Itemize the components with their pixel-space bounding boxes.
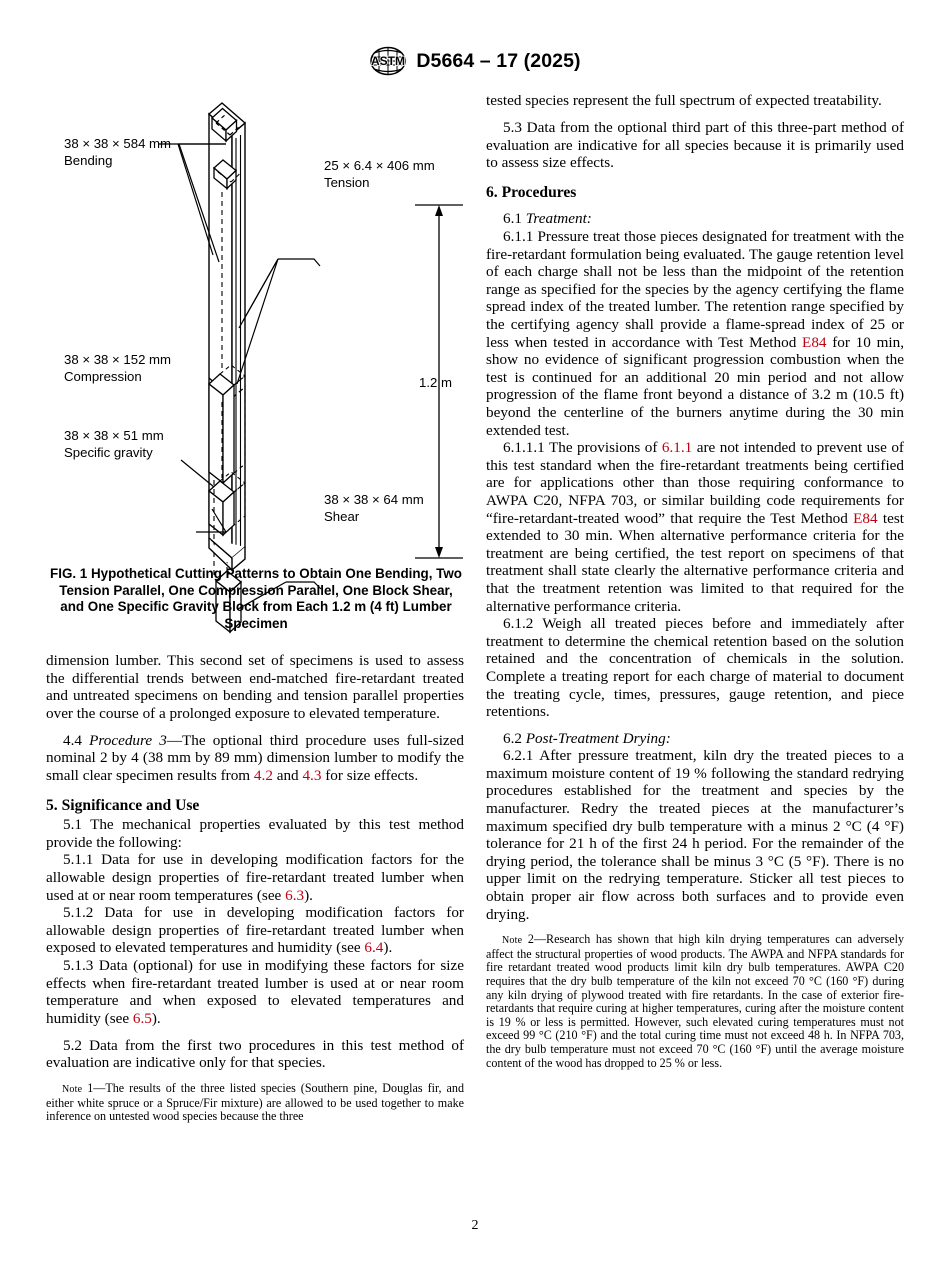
note-1-continued: tested species represent the full spectrum of expected treatability. bbox=[486, 92, 882, 109]
label-shear-name: Shear bbox=[324, 509, 360, 524]
label-compression-dimension: 38 × 38 × 152 mm bbox=[64, 352, 172, 367]
xref-e84-first[interactable]: E84 bbox=[802, 333, 827, 351]
xref-6-3[interactable]: 6.3 bbox=[285, 886, 305, 904]
xref-6-4[interactable]: 6.4 bbox=[364, 939, 384, 957]
paragraph-4-3-continued: dimension lumber. This second set of specimens is used to assess the differential trends between end-matched fire-retardant treated and untreated specimens on bending and tension parallel properties over the course of a prolonged exposure to elevated temperature. bbox=[46, 652, 464, 722]
paragraph-4-4 bbox=[46, 732, 464, 785]
paragraph-6-1-1-1 bbox=[486, 439, 904, 615]
label-overall-length: 1.2 m bbox=[419, 375, 452, 390]
paragraph-6-2-1: 6.2.1 After pressure treatment, kiln dry the treated pieces to a maximum moisture content of 19 % following the standard redrying procedures established for the treatment and species by the manufacturer. Redry the treated pieces at the manufacturer’s maximum specified dry bulb temperature with a minus 2 °C (4 °F) tolerance for 21 h of the first 24 h period. For the remainder of the drying period, the tolerance shall be minus 3 °C (5 °F). There is no upper limit on the redrying temperature. Sticker all test pieces to obtain proper air flow across both surfaces and to provide even drying. bbox=[486, 747, 904, 923]
label-compression-name: Compression bbox=[64, 369, 142, 384]
paragraph-5-1-1-text-a: 5.1.1 Data for use in developing modification factors for the allowable design properties of fire-retardant treated lumber when used at or near room temperatures (see bbox=[46, 851, 464, 904]
xref-4-3[interactable]: 4.3 bbox=[302, 767, 322, 785]
figure-1-drawing bbox=[46, 92, 466, 640]
note-2-text: —Research has shown that high kiln drying temperatures can adversely affect the structural properties of wood products. The AWPA and NFPA standards for fire retardant treated wood products limit kiln dry bulb temperatures. AWPA C20 requires that the dry bulb temperature of the kiln not exceed 70 °C (160 °F) during any kiln drying of plywood treated with fire retardants. In the case of exterior fire-retardants that require curing at higher temperatures, curing after the moisture content is 19 % or less is permitted. However, such elevated curing temperatures must not exceed 99 °C (210 °F) and the total curing time must not exceed 48 h. In NFPA 703, the dry bulb temperature must not exceed 70 °C (160 °F) until the average moisture content of the wood has dropped to 25 % or less. bbox=[486, 932, 905, 1070]
note-1-label: Note bbox=[62, 1084, 83, 1096]
paragraph-5-1: 5.1 The mechanical properties evaluated by this test method provide the following: bbox=[46, 816, 464, 851]
clause-number-6-1: 6.1 bbox=[503, 210, 522, 228]
label-bending-name: Bending bbox=[64, 153, 113, 168]
svg-text:ASTM: ASTM bbox=[371, 54, 406, 68]
standard-designation: D5664 – 17 (2025) bbox=[416, 49, 581, 72]
clause-number-4-4: 4.4 bbox=[63, 731, 82, 749]
note-2-number: 2 bbox=[522, 932, 534, 947]
clause-number-6-2: 6.2 bbox=[503, 729, 522, 747]
paragraph-5-1-3-text-a: 5.1.3 Data (optional) for use in modifying these factors for size effects when fire-retardant treated lumber is used at or near room temperature and when exposed to elevated temperatures and humidity (see bbox=[46, 957, 464, 1027]
paragraph-5-1-1-text-b: ). bbox=[304, 886, 313, 904]
paragraph-5-1-3-text-b: ). bbox=[151, 1009, 161, 1027]
paragraph-5-1-1 bbox=[46, 851, 464, 904]
xref-6-1-1[interactable]: 6.1.1 bbox=[661, 439, 693, 457]
paragraph-6-1 bbox=[486, 210, 904, 228]
paragraph-5-2: 5.2 Data from the first two procedures in this test method of evaluation are indicative only for that species. bbox=[46, 1036, 464, 1072]
paragraph-6-1-1-1-text-b: are not intended to prevent use of this test standard when the fire-retardant treatments being certified are for applications other than those requiring conformance to AWPA C20, NFPA 703, or similar building code requirements for “fire-retardant-treated wood” that require the Test Method bbox=[486, 439, 904, 527]
paragraph-5-1-2-text-b: ). bbox=[383, 939, 393, 957]
paragraph-6-2 bbox=[486, 730, 904, 748]
paragraph-5-1-2-text-a: 5.1.2 Data for use in developing modification factors for allowable design properties of fire-retardant treated lumber when exposed to elevated temperatures and humidity (see bbox=[46, 904, 464, 957]
figure-caption: FIG. 1 Hypothetical Cutting Patterns to Obtain One Bending, Two Tension Parallel, One Compression Parallel, One Block Shear, and One Specific Gravity Block from Each 1.2 m (4 ft) Lumber Specimen bbox=[50, 566, 462, 631]
clause-title-treatment: Treatment: bbox=[525, 210, 592, 228]
label-specific-gravity-dimension: 38 × 38 × 51 mm bbox=[64, 428, 164, 443]
note-1-text: —The results of the three listed species (Southern pine, Douglas fir, and either white spruce or a Spruce/Fir mixture) are allowed to be used together to make inference on untested wood species because the three bbox=[46, 1081, 464, 1124]
xref-4-2[interactable]: 4.2 bbox=[253, 767, 273, 785]
note-2-label: Note bbox=[502, 935, 523, 947]
clause-title-post-treatment-drying: Post-Treatment Drying: bbox=[525, 729, 671, 747]
right-text-column bbox=[486, 92, 904, 1070]
label-shear-dimension: 38 × 38 × 64 mm bbox=[324, 492, 424, 507]
paragraph-6-1-1-text-a: 6.1.1 Pressure treat those pieces designated for treatment with the fire-retardant formulation being evaluated. The gauge retention level of each charge shall not be less than the midpoint of the retention range as specified for the species by the agency certifying the flame spread index of the treated lumber. The retention range specified by the certifying agency shall provide a flame-spread index of 25 or less when tested in accordance with Test Method bbox=[486, 228, 904, 351]
paragraph-5-1-3 bbox=[46, 957, 464, 1027]
note-1-number: 1 bbox=[82, 1081, 94, 1096]
label-tension-name: Tension bbox=[324, 175, 370, 190]
astm-logo-icon bbox=[369, 46, 407, 76]
label-tension-dimension: 25 × 6.4 × 406 mm bbox=[324, 158, 435, 173]
paragraph-4-4-text-a: —The optional third procedure uses full-sized nominal 2 by 4 (38 mm by 89 mm) dimension lumber to modify the small clear specimen results from bbox=[46, 731, 465, 785]
xref-6-5[interactable]: 6.5 bbox=[132, 1009, 152, 1027]
paragraph-6-1-2: 6.1.2 Weigh all treated pieces before and immediately after treatment to determine the chemical retention based on the solution retained and the concentration of chemicals in the solution. Complete a treating report for each charge of material to document the treating cycle, times, pressures, gauge retention, and piece retentions. bbox=[486, 615, 904, 721]
note-2 bbox=[486, 933, 904, 1070]
clause-title-procedure-3: Procedure 3 bbox=[89, 731, 167, 749]
paragraph-6-1-1 bbox=[486, 228, 904, 439]
left-text-column bbox=[46, 652, 464, 1124]
paragraph-5-1-2 bbox=[46, 904, 464, 957]
paragraph-6-1-1-1-text-c: test extended to 30 min. When alternative performance criteria for the treatment are being certified, the test report on specimens of that treatment shall state clearly the alternative performance criteria and that the treatment retention was limited to that required for the alternative performance criteria. bbox=[486, 509, 904, 615]
paragraph-4-4-text-c: for size effects. bbox=[321, 767, 419, 785]
page-number: 2 bbox=[471, 1218, 479, 1233]
paragraph-6-1-1-text-b: for 10 min, show no evidence of significant progression combustion when the test is continued for an additional 20 min period and not allow progression of the flame front beyond a distance of 3.2 m (10.5 ft) beyond the centerline of the burners anytime during the 30 min extended test. bbox=[486, 333, 905, 439]
paragraph-4-4-text-b: and bbox=[272, 767, 303, 785]
section-heading-5: 5. Significance and Use bbox=[46, 796, 200, 814]
paragraph-5-3: 5.3 Data from the optional third part of this three-part method of evaluation are indicative for all species because it is primarily used to assess size effects. bbox=[486, 119, 904, 172]
xref-e84-second[interactable]: E84 bbox=[853, 509, 878, 527]
label-specific-gravity-name: Specific gravity bbox=[64, 445, 153, 460]
note-1 bbox=[46, 1082, 464, 1124]
label-bending-dimension: 38 × 38 × 584 mm bbox=[64, 136, 172, 151]
section-heading-6: 6. Procedures bbox=[486, 183, 577, 201]
paragraph-6-1-1-1-text-a: 6.1.1.1 The provisions of bbox=[503, 439, 662, 457]
page-header bbox=[0, 46, 950, 76]
